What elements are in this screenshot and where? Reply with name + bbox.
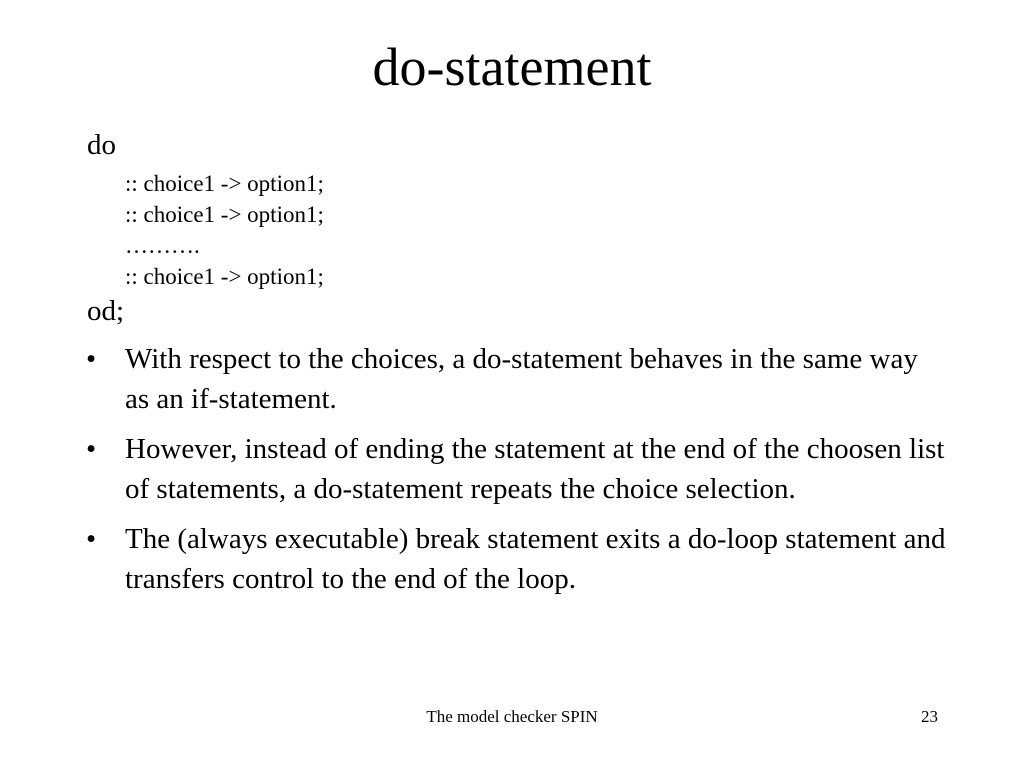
code-open-keyword: do (87, 129, 116, 161)
bullet-list (86, 339, 946, 609)
bullet-text: With respect to the choices, a do-statement behaves in the same way as an if-statement. (125, 343, 918, 415)
code-block (125, 168, 324, 292)
code-ellipsis: ………. (125, 233, 200, 258)
bullet-marker: • (86, 523, 97, 555)
code-line: :: choice1 -> option1; (125, 264, 324, 289)
code-line: :: choice1 -> option1; (125, 202, 324, 227)
code-close-keyword: od; (87, 295, 125, 327)
slide-title: do-statement (372, 37, 652, 97)
bullet-item (86, 519, 946, 599)
bullet-marker: • (86, 343, 97, 375)
footer-title: The model checker SPIN (426, 707, 598, 726)
bullet-item (86, 429, 946, 509)
bullet-text: However, instead of ending the statement at the end of the choosen list of statements, a do-statement repeats the choice selection. (125, 433, 945, 505)
bullet-text: The (always executable) break statement exits a do-loop statement and transfers control to the end of the loop. (125, 523, 946, 595)
bullet-item (86, 339, 946, 419)
bullet-marker: • (86, 433, 97, 465)
code-line: :: choice1 -> option1; (125, 171, 324, 196)
page-number: 23 (921, 707, 938, 726)
